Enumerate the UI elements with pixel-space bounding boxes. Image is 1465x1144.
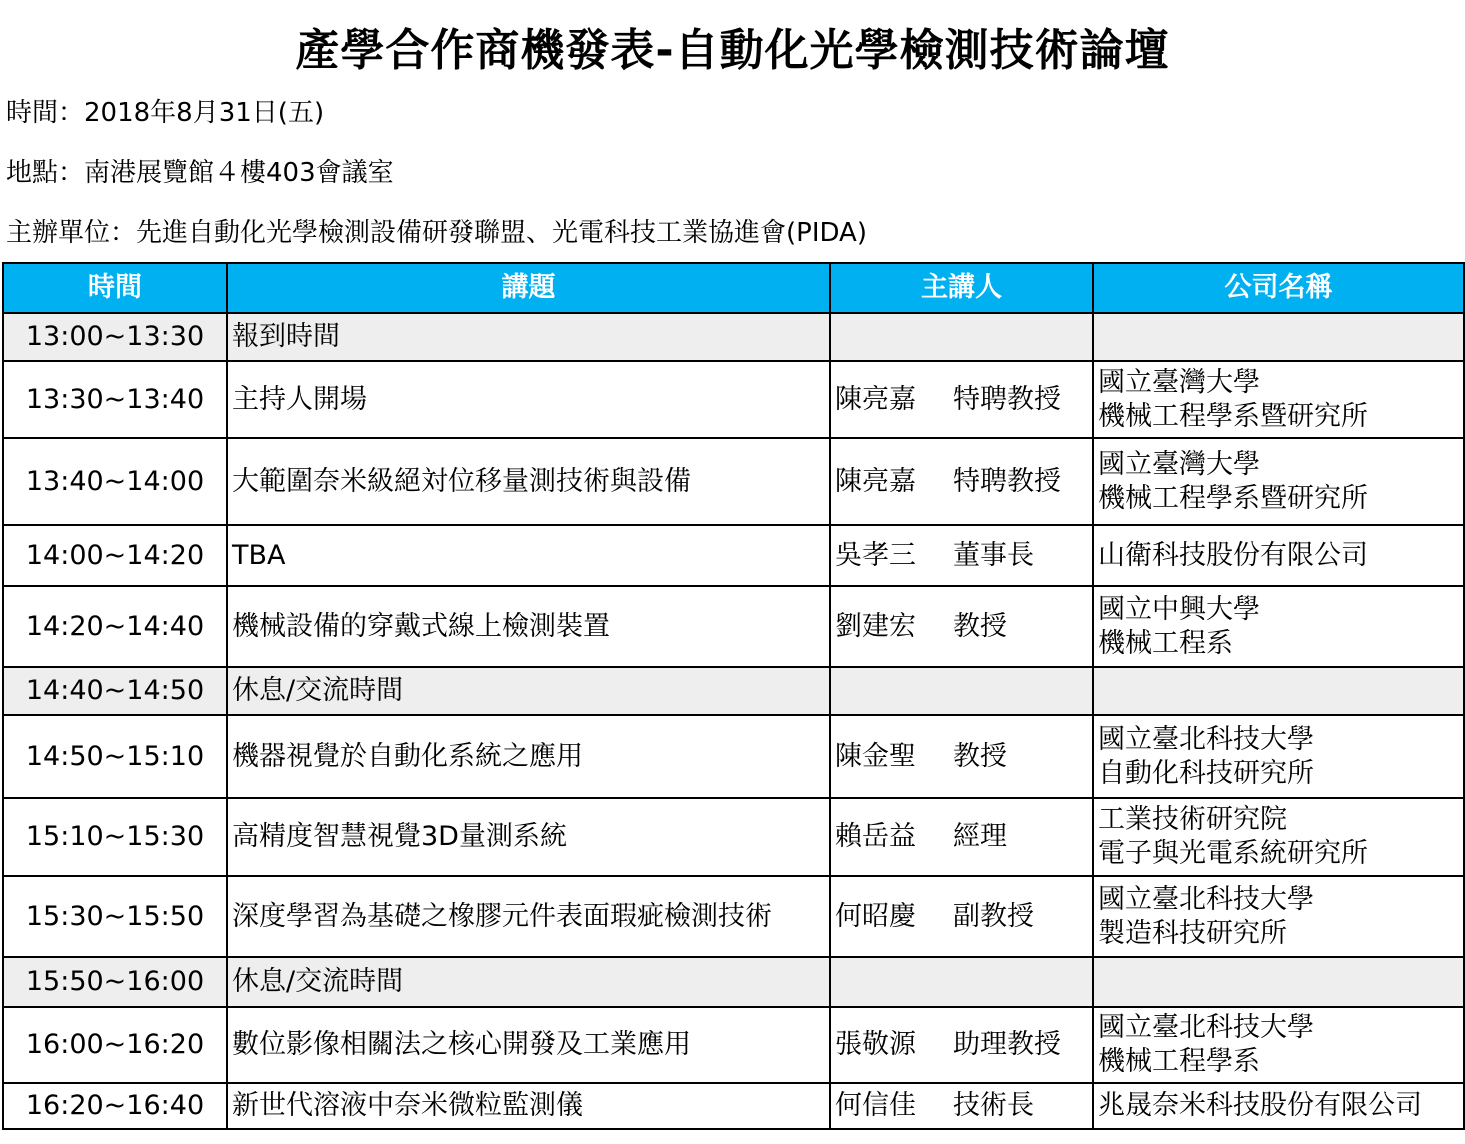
company-line: 機械工程系	[1098, 627, 1233, 659]
company-line: 國立臺北科技大學	[1098, 723, 1314, 755]
row-time: 16:00~16:20	[3, 1007, 227, 1083]
row-speaker	[830, 957, 1093, 1007]
table-row	[3, 715, 1464, 798]
table-row	[3, 1083, 1464, 1129]
speaker-name: 何昭慶	[835, 900, 916, 932]
company-line: 兆晟奈米科技股份有限公司	[1098, 1090, 1422, 1121]
header-speaker: 主講人	[830, 263, 1093, 313]
row-topic: 高精度智慧視覺3D量測系統	[227, 798, 830, 876]
row-company	[1093, 313, 1464, 361]
event-place: 地點：南港展覽館４樓403會議室	[6, 158, 394, 188]
row-company	[1093, 586, 1464, 667]
row-topic: 數位影像相關法之核心開發及工業應用	[227, 1007, 830, 1083]
speaker-title: 董事長	[953, 539, 1034, 571]
company-line: 工業技術研究院	[1098, 804, 1287, 835]
table-row	[3, 957, 1464, 1007]
speaker-name: 劉建宏	[835, 610, 916, 642]
company-line: 電子與光電系統研究所	[1098, 838, 1368, 869]
row-company	[1093, 361, 1464, 438]
company-line: 國立臺北科技大學	[1098, 1012, 1314, 1043]
row-topic: 主持人開場	[227, 361, 830, 438]
speaker-name: 張敬源	[835, 1029, 916, 1060]
row-time: 14:00~14:20	[3, 525, 227, 586]
event-time: 時間：2018年8月31日(五)	[6, 98, 325, 128]
row-company	[1093, 798, 1464, 876]
row-company	[1093, 667, 1464, 715]
speaker-title: 技術長	[953, 1090, 1034, 1121]
table-row	[3, 361, 1464, 438]
table-row	[3, 667, 1464, 715]
page-title: 產學合作商機發表-自動化光學檢測技術論壇	[295, 25, 1170, 76]
speaker-name: 賴岳益	[835, 821, 916, 852]
table-row	[3, 525, 1464, 586]
speaker-name: 陳亮嘉	[835, 383, 916, 415]
row-company	[1093, 957, 1464, 1007]
company-line: 國立臺灣大學	[1098, 448, 1260, 480]
row-topic: 報到時間	[227, 313, 830, 361]
row-speaker	[830, 667, 1093, 715]
speaker-title: 教授	[953, 610, 1007, 642]
company-line: 山衛科技股份有限公司	[1098, 539, 1368, 571]
table-row	[3, 438, 1464, 525]
row-time: 16:20~16:40	[3, 1083, 227, 1129]
company-line: 國立臺灣大學	[1098, 366, 1260, 398]
header-company: 公司名稱	[1093, 263, 1464, 313]
row-speaker	[830, 438, 1093, 525]
row-time: 14:40~14:50	[3, 667, 227, 715]
speaker-name: 陳金聖	[835, 740, 916, 772]
row-time: 13:30~13:40	[3, 361, 227, 438]
row-time: 15:30~15:50	[3, 876, 227, 957]
row-topic: 機器視覺於自動化系統之應用	[227, 715, 830, 798]
row-time: 13:00~13:30	[3, 313, 227, 361]
speaker-name: 何信佳	[835, 1090, 916, 1121]
speaker-title: 教授	[953, 740, 1007, 772]
row-speaker	[830, 715, 1093, 798]
row-speaker	[830, 1007, 1093, 1083]
speaker-title: 特聘教授	[953, 465, 1061, 497]
speaker-title: 助理教授	[953, 1029, 1061, 1060]
row-speaker	[830, 876, 1093, 957]
row-topic: 休息/交流時間	[227, 957, 830, 1007]
row-company	[1093, 438, 1464, 525]
row-company	[1093, 1007, 1464, 1083]
agenda-table	[2, 262, 1465, 1130]
table-row	[3, 313, 1464, 361]
speaker-title: 副教授	[953, 900, 1034, 932]
header-topic: 講題	[227, 263, 830, 313]
row-topic: TBA	[227, 525, 830, 586]
company-line: 國立臺北科技大學	[1098, 883, 1314, 915]
company-line: 機械工程學系暨研究所	[1098, 400, 1368, 432]
row-topic: 機械設備的穿戴式線上檢測裝置	[227, 586, 830, 667]
table-header-row	[3, 263, 1464, 313]
row-speaker	[830, 525, 1093, 586]
agenda-body	[3, 313, 1464, 1129]
row-speaker	[830, 586, 1093, 667]
company-line: 機械工程學系暨研究所	[1098, 482, 1368, 514]
table-row	[3, 1007, 1464, 1083]
row-time: 14:20~14:40	[3, 586, 227, 667]
speaker-title: 經理	[953, 821, 1007, 852]
company-line: 國立中興大學	[1098, 593, 1260, 625]
row-company	[1093, 525, 1464, 586]
row-speaker	[830, 361, 1093, 438]
speaker-name: 吳孝三	[835, 539, 916, 571]
row-topic: 深度學習為基礎之橡膠元件表面瑕疵檢測技術	[227, 876, 830, 957]
row-company	[1093, 1083, 1464, 1129]
company-line: 製造科技研究所	[1098, 917, 1287, 949]
row-time: 14:50~15:10	[3, 715, 227, 798]
row-company	[1093, 715, 1464, 798]
table-row	[3, 798, 1464, 876]
table-row	[3, 876, 1464, 957]
row-company	[1093, 876, 1464, 957]
row-time: 13:40~14:00	[3, 438, 227, 525]
table-row	[3, 586, 1464, 667]
speaker-title: 特聘教授	[953, 383, 1061, 415]
row-speaker	[830, 798, 1093, 876]
company-line: 機械工程學系	[1098, 1046, 1260, 1077]
row-speaker	[830, 1083, 1093, 1129]
row-time: 15:10~15:30	[3, 798, 227, 876]
row-topic: 休息/交流時間	[227, 667, 830, 715]
row-topic: 大範圍奈米級絕対位移量測技術與設備	[227, 438, 830, 525]
speaker-name: 陳亮嘉	[835, 465, 916, 497]
row-speaker	[830, 313, 1093, 361]
company-line: 自動化科技研究所	[1098, 757, 1314, 789]
row-time: 15:50~16:00	[3, 957, 227, 1007]
header-time: 時間	[3, 263, 227, 313]
row-topic: 新世代溶液中奈米微粒監測儀	[227, 1083, 830, 1129]
event-organizer: 主辦單位：先進自動化光學檢測設備研發聯盟、光電科技工業協進會(PIDA)	[6, 218, 867, 248]
